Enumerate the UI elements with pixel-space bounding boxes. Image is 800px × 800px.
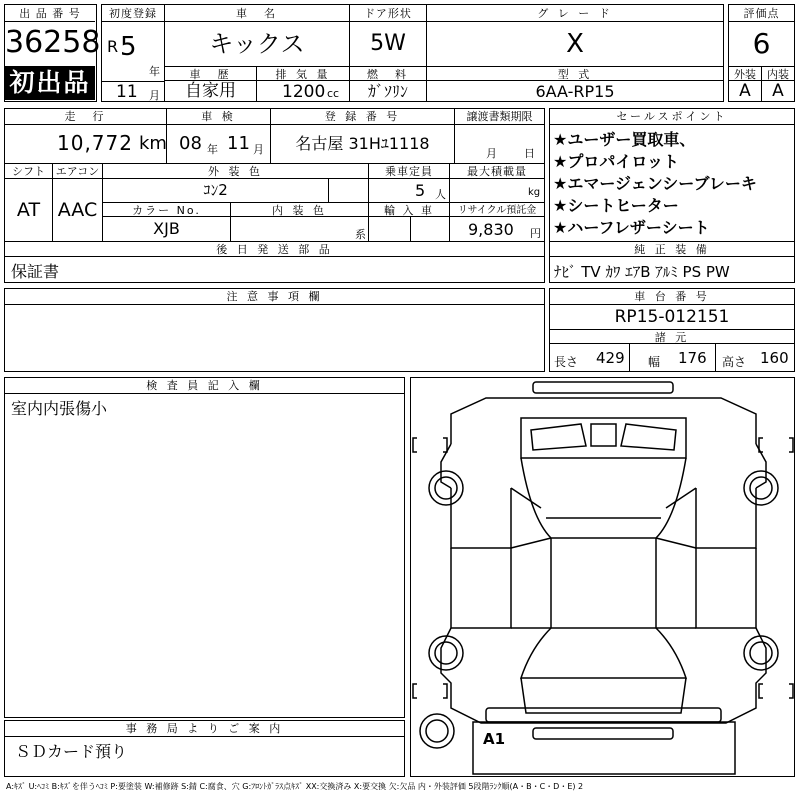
inspection-year: 08	[179, 133, 202, 154]
sales-point: ★プロパイロット	[553, 152, 680, 171]
model: 6AA-RP15	[535, 82, 615, 101]
reg-month-unit: 月	[149, 89, 160, 102]
fuel: ｶﾞｿﾘﾝ	[350, 81, 427, 102]
displacement-unit: cc	[327, 87, 340, 100]
later-parts: 保証書	[11, 262, 60, 281]
interior-color-cell	[231, 217, 369, 241]
office-note: ＳＤカード預り	[15, 742, 128, 761]
lot-number-box	[4, 4, 101, 102]
capacity-header: 乗車定員	[369, 163, 450, 179]
color: ｺﾝ2	[103, 179, 329, 202]
import-header: 輸 入 車	[369, 202, 450, 217]
car-name-header: 車 名	[165, 5, 350, 22]
office-box	[4, 720, 405, 777]
shift: AT	[5, 179, 53, 241]
transfer-month-unit: 月	[486, 147, 497, 160]
interior-grade: A	[772, 81, 784, 101]
inspection-cell	[167, 125, 271, 163]
reg-year: 5	[120, 32, 137, 62]
car-diagram-box	[410, 377, 795, 777]
width-cell	[630, 344, 716, 371]
model-header: 型 式	[427, 66, 723, 81]
import-cell-b	[411, 217, 450, 241]
lot-number: 36258	[5, 25, 101, 60]
recycle-cell	[450, 217, 544, 241]
load-unit: kg	[528, 187, 541, 198]
recycle-unit: 円	[530, 227, 541, 240]
length-label: 長さ	[554, 355, 579, 369]
chassis-header: 車 台 番 号	[550, 289, 794, 305]
legend: A:ｷｽﾞ U:ﾍｺﾐ B:ｷｽﾞを伴うﾍｺﾐ P:要塗装 W:補修跡 S:錆 C:腐食、穴 G:ﾌﾛﾝﾄｶﾞﾗｽ点ｷｽﾞ XX:交換済み X:要交換 欠:欠品 内・外装評価 5段階ﾗﾝｸ順(A・B・C・D・E) 2	[6, 782, 584, 791]
sales-points-list	[553, 129, 793, 239]
color-number: XJB	[103, 217, 231, 241]
score: 6	[752, 27, 771, 60]
load-cell	[450, 179, 544, 202]
inspection-month: 11	[227, 133, 250, 154]
later-parts-header: 後 日 発 送 部 品	[5, 241, 544, 257]
capacity: 5	[415, 181, 426, 200]
mileage: 10,772	[57, 131, 133, 155]
sales-points-header: セールスポイント	[550, 109, 794, 125]
notes-header: 注 意 事 項 欄	[5, 289, 544, 305]
top-grid	[165, 4, 724, 102]
interior-header: 内装	[762, 66, 794, 81]
ac-header: エアコン	[53, 163, 103, 179]
grade: X	[566, 29, 584, 59]
car-name: キックス	[165, 22, 350, 66]
height: 160	[760, 349, 789, 367]
sales-point: ★エマージェンシーブレーキ	[553, 174, 757, 193]
inspector-note: 室内内張傷小	[11, 399, 108, 418]
chassis-number: RP15-012151	[614, 307, 730, 327]
door-header: ドア形状	[350, 5, 427, 22]
width-label: 幅	[648, 355, 661, 369]
reg-year-unit: 年	[149, 65, 160, 78]
damage-mark: A1	[483, 730, 506, 748]
import-cell-a	[369, 217, 411, 241]
dimensions-header: 諸 元	[550, 329, 794, 344]
shift-header: シフト	[5, 163, 53, 179]
width: 176	[678, 349, 707, 367]
color-blank	[329, 179, 369, 202]
load-header: 最大積載量	[450, 163, 544, 179]
equipment-header: 純 正 装 備	[550, 241, 794, 257]
car-diagram	[411, 378, 796, 778]
sales-point: ★ユーザー買取車、	[553, 130, 696, 149]
notes-box	[4, 288, 545, 372]
recycle-header: リサイクル預託金	[450, 202, 544, 217]
first-listing-badge: 初出品	[5, 66, 95, 100]
sales-points-box	[549, 108, 795, 283]
air-conditioner: AAC	[53, 179, 103, 241]
displacement-cell	[257, 81, 350, 102]
interior-color-unit: 系	[355, 228, 366, 241]
displacement-header: 排 気 量	[257, 66, 350, 81]
exterior-header: 外装	[729, 66, 762, 81]
inspector-box	[4, 377, 405, 718]
first-registration-header: 初度登録	[102, 5, 164, 22]
sales-point: ★ハーフレザーシート	[553, 218, 710, 237]
inspector-header: 検 査 員 記 入 欄	[5, 378, 404, 394]
first-registration-box	[101, 4, 165, 102]
equipment: ﾅﾋﾞ TV ｶﾜ ｴｱB ｱﾙﾐ PS PW	[554, 263, 730, 281]
mileage-header: 走 行	[5, 109, 167, 125]
transfer-cell	[455, 125, 544, 163]
reg-month-row	[102, 81, 164, 101]
length-cell	[550, 344, 630, 371]
reg-number-header: 登 録 番 号	[271, 109, 455, 125]
capacity-unit: 人	[435, 188, 446, 201]
length: 429	[596, 349, 625, 367]
inspection-year-unit: 年	[207, 143, 218, 156]
sales-point: ★シートヒーター	[553, 196, 679, 215]
lot-number-header: 出 品 番 号	[5, 5, 95, 22]
transfer-day-unit: 日	[524, 147, 535, 160]
era: R	[107, 37, 119, 56]
displacement: 1200	[282, 82, 326, 102]
color-number-header: カラー No.	[103, 202, 231, 217]
inspection-month-unit: 月	[253, 143, 264, 156]
grade-header: グ レ ー ド	[427, 5, 723, 22]
color-header: 外 装 色	[103, 163, 369, 179]
chassis-box	[549, 288, 795, 372]
height-cell	[716, 344, 794, 371]
recycle-deposit: 9,830	[468, 220, 514, 239]
history-header: 車 歴	[165, 66, 257, 81]
exterior-grade: A	[729, 81, 762, 101]
door-type: 5W	[350, 22, 427, 66]
reg-month: 11	[116, 82, 138, 102]
interior-color-header: 内 装 色	[231, 202, 369, 217]
capacity-cell	[369, 179, 450, 202]
score-box	[728, 4, 795, 102]
history: 自家用	[165, 81, 257, 102]
inspection-header: 車 検	[167, 109, 271, 125]
fuel-header: 燃 料	[350, 66, 427, 81]
vehicle-details-grid	[4, 108, 545, 283]
mileage-cell	[5, 125, 167, 163]
mileage-unit: km	[139, 133, 167, 154]
office-header: 事 務 局 よ り ご 案 内	[5, 721, 404, 737]
height-label: 高さ	[722, 355, 747, 369]
reg-number: 名古屋 31Hﾕ1118	[271, 125, 455, 163]
transfer-header: 譲渡書類期限	[455, 109, 544, 125]
score-header: 評価点	[729, 5, 794, 22]
